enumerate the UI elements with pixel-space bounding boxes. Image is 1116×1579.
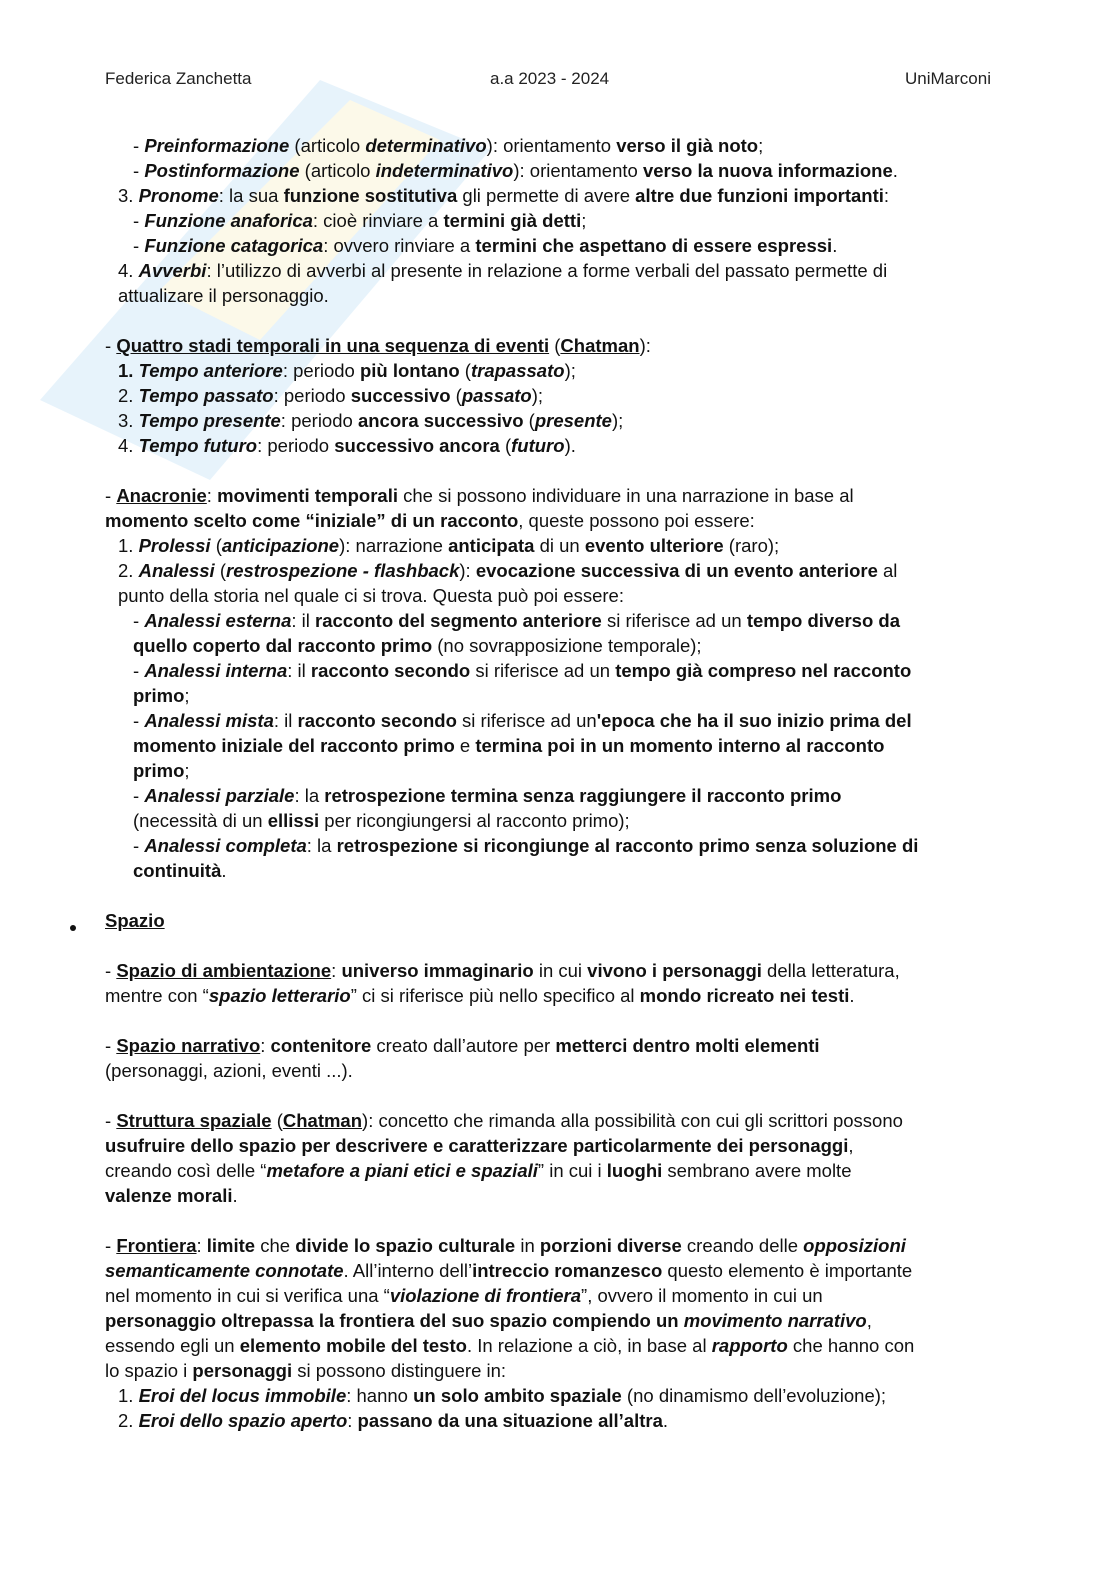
text-run: lo spazio i [105,1360,193,1381]
text-run: Analessi mista [144,710,274,731]
text-run: successivo [350,385,451,406]
text-run: - [133,210,145,231]
text-line [133,158,898,183]
text-run: : il [273,710,298,731]
text-run: Analessi esterna [144,610,292,631]
text-run: luoghi [606,1160,663,1181]
text-run: , [848,1135,854,1156]
text-run: al [877,560,898,581]
text-run: : [196,1235,207,1256]
text-run: funzione sostitutiva [283,185,458,206]
text-run: Analessi parziale [144,785,295,806]
text-line [133,733,884,758]
text-run: : [331,960,342,981]
text-line [133,658,911,683]
text-run: : [260,1035,271,1056]
text-run: un solo ambito spaziale [413,1385,622,1406]
text-run: : hanno [346,1385,414,1406]
text-run: creato dall’autore per [371,1035,556,1056]
text-run: ); [611,410,624,431]
text-run: Analessi [138,560,215,581]
text-run: si riferisce ad un [470,660,616,681]
text-run: termini già detti [443,210,582,231]
text-line [105,1308,872,1333]
text-run: : periodo [273,385,351,406]
text-run: - [133,785,145,806]
text-run: presente [534,410,612,431]
text-run: ): orientamento [486,135,617,156]
text-run: ( [523,410,535,431]
text-line [133,208,586,233]
text-run: ); [564,360,576,381]
text-line [105,1358,506,1383]
text-run: - [105,1235,117,1256]
header-university: UniMarconi [905,69,991,88]
text-run: ; [758,135,764,156]
text-run: 1. [118,360,139,381]
text-run: ): concetto che rimanda alla possibilità con cui gli scrittori possono [362,1110,903,1131]
text-run: , [866,1310,872,1331]
text-run: contenitore [270,1035,372,1056]
text-run: : il [291,610,316,631]
text-run: ; [184,760,190,781]
text-run: ): orientamento [513,160,643,181]
text-run: futuro [511,435,565,456]
text-run: determinativo [365,135,487,156]
text-run: Eroi dello spazio aperto [138,1410,348,1431]
text-run: racconto del segmento anteriore [315,610,602,631]
text-run: ( [214,560,226,581]
text-run: - [133,235,145,256]
text-line [133,233,837,258]
text-run: metafore a piani etici e spaziali [266,1160,538,1181]
text-line [133,783,841,808]
text-run: termina poi in un momento interno al racconto [475,735,885,756]
text-run: altre due funzioni importanti [635,185,884,206]
text-run: attualizare il personaggio. [118,285,329,306]
text-run: Spazio narrativo [116,1035,261,1056]
text-line [118,383,543,408]
text-run: anticipazione [221,535,340,556]
text-run: (no sovrapposizione temporale); [432,635,702,656]
text-run: evocazione successiva di un evento anteriore [475,560,878,581]
text-run: più lontano [359,360,460,381]
text-run: Funzione anaforica [144,210,313,231]
text-run: : periodo [280,410,358,431]
text-run: - [133,135,145,156]
text-run: ). [564,435,576,456]
text-run: passato [461,385,532,406]
text-line [118,408,623,433]
text-run: (articolo [299,160,376,181]
text-run: universo immaginario [341,960,534,981]
text-run: mondo ricreato nei testi [639,985,850,1006]
text-run: gli permette di avere [457,185,636,206]
text-run: che [255,1235,296,1256]
text-run: : periodo [282,360,360,381]
text-run: Prolessi [138,535,211,556]
text-line [105,958,900,983]
text-run: Struttura spaziale [116,1110,272,1131]
text-run: Tempo futuro [138,435,258,456]
text-run: 'epoca che ha il suo inizio prima del [596,710,912,731]
text-run: continuità [133,860,222,881]
text-line [133,808,630,833]
text-line [105,508,755,533]
text-run: in [515,1235,540,1256]
text-run: Pronome [138,185,219,206]
text-run: creando così delle “ [105,1160,267,1181]
text-run: . [221,860,227,881]
text-run: personaggi [192,1360,293,1381]
text-run: sembrano avere molte [662,1160,852,1181]
text-line [105,908,165,933]
text-line [105,1133,854,1158]
text-run: (no dinamismo dell’evoluzione); [621,1385,887,1406]
text-run: racconto secondo [310,660,471,681]
text-line [118,1408,668,1433]
text-run: - [133,160,145,181]
text-line [105,1183,238,1208]
text-run: ): [639,335,651,356]
text-line [118,583,624,608]
text-run: si riferisce ad un [601,610,747,631]
text-run: Chatman [282,1110,363,1131]
text-run: primo [133,685,185,706]
text-run: tempo diverso da [746,610,901,631]
text-run: ; [581,210,587,231]
text-line [133,758,190,783]
text-line [118,1383,886,1408]
bullet-icon [70,925,76,931]
text-run: momento iniziale del racconto primo [133,735,455,756]
text-line [118,183,889,208]
text-run: passano da una situazione all’altra [357,1410,663,1431]
text-run: - [133,610,145,631]
text-run: Tempo presente [138,410,281,431]
text-run: retrospezione si ricongiunge al racconto primo senza soluzione di [336,835,919,856]
text-run: ( [271,1110,283,1131]
text-run: ( [499,435,512,456]
text-run: - [105,960,117,981]
text-run: : ovvero rinviare a [323,235,476,256]
text-run: Analessi interna [144,660,288,681]
text-line [105,1033,820,1058]
text-run: nel momento in cui si verifica una “ [105,1285,390,1306]
text-line [105,1258,912,1283]
text-run: , queste possono poi essere: [518,510,755,531]
text-run: . [892,160,898,181]
text-run: successivo ancora [334,435,500,456]
text-run: valenze morali [105,1185,233,1206]
text-line [118,533,779,558]
text-run: quello coperto dal racconto primo [133,635,433,656]
text-run: di un [534,535,585,556]
text-run: racconto secondo [297,710,457,731]
text-run: ( [459,360,471,381]
text-run: ); [531,385,544,406]
text-run: . In relazione a ciò, in base al [466,1335,712,1356]
text-line [118,283,329,308]
text-run: tempo già compreso nel racconto [615,660,912,681]
text-run: movimento narrativo [683,1310,867,1331]
text-run: verso il già noto [616,135,759,156]
text-run: Spazio [105,910,165,931]
text-run: . All’interno dell’ [343,1260,473,1281]
text-run: ellissi [267,810,320,831]
text-run: ( [549,335,561,356]
text-run: per ricongiungersi al racconto primo); [319,810,630,831]
text-run: indeterminativo [375,160,514,181]
text-run: spazio letterario [208,985,351,1006]
text-run: momento scelto come “iniziale” di un racconto [105,510,519,531]
text-run: Chatman [560,335,640,356]
text-run: restrospezione - flashback [226,560,460,581]
text-run: Spazio di ambientazione [116,960,332,981]
text-run: Analessi completa [144,835,307,856]
text-line [133,633,702,658]
text-run: Anacronie [116,485,207,506]
text-line [133,858,227,883]
text-run: opposizioni [803,1235,906,1256]
text-run: della letteratura, [761,960,900,981]
text-run: Frontiera [116,1235,197,1256]
text-line [105,333,651,358]
text-run: intreccio romanzesco [472,1260,663,1281]
text-line [105,1233,906,1258]
text-run: primo [133,760,185,781]
text-run: 2. [118,385,139,406]
text-run: rapporto [711,1335,788,1356]
text-run: - [105,1035,117,1056]
text-run: 2. [118,560,139,581]
text-run: verso la nuova informazione [642,160,893,181]
text-run: : [883,185,890,206]
text-run: : la [294,785,325,806]
text-run: : la [306,835,337,856]
header-year: a.a 2023 - 2024 [490,69,610,88]
text-run: ”, ovvero il momento in cui un [581,1285,823,1306]
text-run: ( [210,535,222,556]
text-run: ancora successivo [357,410,524,431]
text-run: in cui [533,960,588,981]
text-run: 3. [118,185,139,206]
text-run: : [206,485,218,506]
text-run: Avverbi [138,260,207,281]
text-line [105,483,854,508]
text-run: : periodo [257,435,335,456]
text-run: divide lo spazio culturale [295,1235,516,1256]
text-run: 3. [118,410,139,431]
text-run: 4. [118,435,139,456]
text-run: ): narrazione [339,535,449,556]
text-line [133,608,900,633]
text-run: Tempo passato [138,385,274,406]
text-run: anticipata [448,535,535,556]
text-line [105,1158,851,1183]
text-run: . [832,235,838,256]
text-run: - [133,835,145,856]
text-line [118,433,576,458]
text-line [133,683,190,708]
text-run: . [849,985,855,1006]
text-run: - [105,335,117,356]
text-run: ( [450,385,462,406]
text-run: violazione di frontiera [389,1285,582,1306]
text-run: 4. [118,260,139,281]
text-line [133,133,763,158]
text-run: metterci dentro molti elementi [555,1035,820,1056]
text-run: (articolo [289,135,366,156]
text-run: ” ci si riferisce più nello specifico al [350,985,640,1006]
text-run: : cioè rinviare a [312,210,444,231]
text-run: - [105,485,117,506]
text-run: si riferisce ad un [456,710,597,731]
text-line [118,258,887,283]
text-line [105,983,855,1008]
text-run: personaggio oltrepassa la frontiera del suo spazio compiendo un [105,1310,684,1331]
text-run: Postinformazione [144,160,300,181]
text-run: Funzione catagorica [144,235,324,256]
header-author: Federica Zanchetta [105,69,252,88]
text-line [133,708,912,733]
text-run: usufruire dello spazio per descrivere e caratterizzare particolarmente dei personaggi [105,1135,849,1156]
text-line [105,1108,903,1133]
text-run: Quattro stadi temporali in una sequenza di eventi [116,335,550,356]
text-run: vivono i personaggi [587,960,762,981]
text-run: (personaggi, azioni, eventi ...). [105,1060,353,1081]
text-run: : [347,1410,358,1431]
text-run: 1. [118,535,139,556]
text-run: retrospezione termina senza raggiungere il racconto primo [324,785,842,806]
text-line [118,558,897,583]
text-run: - [133,710,145,731]
text-line [118,358,576,383]
text-run: : il [287,660,311,681]
text-run: : la sua [218,185,284,206]
text-run: trapassato [470,360,565,381]
text-run: e [454,735,476,756]
text-run: porzioni diverse [539,1235,682,1256]
text-run: ): [459,560,476,581]
text-run: mentre con “ [105,985,209,1006]
text-run: Eroi del locus immobile [138,1385,347,1406]
text-run: (raro); [723,535,780,556]
text-run: semanticamente connotate [105,1260,344,1281]
text-run: che si possono individuare in una narrazione in base al [398,485,854,506]
text-run: 1. [118,1385,139,1406]
text-run: 2. [118,1410,139,1431]
text-run: . [662,1410,669,1431]
text-run: punto della storia nel quale ci si trova. Questa può poi essere: [118,585,624,606]
text-run: (necessità di un [133,810,268,831]
text-run: movimenti temporali [217,485,398,506]
text-run: - [105,1110,117,1131]
text-run: essendo egli un [105,1335,240,1356]
text-run: evento ulteriore [584,535,724,556]
text-run: si possono distinguere in: [292,1360,507,1381]
text-run: questo elemento è importante [662,1260,913,1281]
text-run: Tempo anteriore [138,360,283,381]
text-run: termini che aspettano di essere espressi [475,235,833,256]
text-line [105,1333,914,1358]
text-run: che hanno con [787,1335,915,1356]
text-line [105,1283,823,1308]
text-run: ; [184,685,190,706]
text-run: ” in cui i [537,1160,607,1181]
text-run: . [232,1185,238,1206]
text-run: creando delle [681,1235,804,1256]
text-run: Preinformazione [144,135,290,156]
text-run: elemento mobile del testo [239,1335,467,1356]
text-run: limite [206,1235,256,1256]
text-line [133,833,918,858]
text-line [105,1058,353,1083]
text-run: - [133,660,145,681]
text-run: : l’utilizzo di avverbi al presente in relazione a forme verbali del passato permette di [206,260,888,281]
